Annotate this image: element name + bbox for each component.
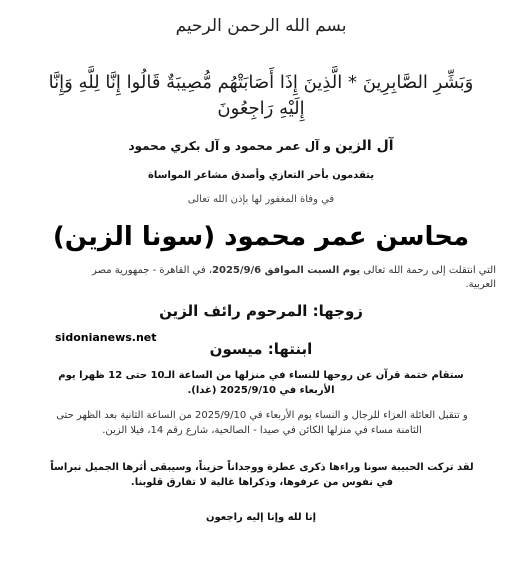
quran-reading-notice: ستقام ختمة قرآن عن روحها للنساء في منزلها من الساعة الـ10 حتى 12 ظهرا يوم الأربعاء في 2025/9/10 (غدا). [58,370,464,396]
death-prefix: التي انتقلت إلى رحمة الله تعالى [360,265,496,276]
condolence-line: يتقدمون بأحر التعازي وأصدق مشاعر المواساة [147,170,374,181]
daughter-line: ابنتها: ميسون [209,340,313,358]
deceased-name: محاسن عمر محمود (سونا الزين) [52,222,470,252]
death-notice [66,264,496,292]
death-place: ، في القاهرة - جمهورية مصر العربية. [92,265,496,290]
watermark: sidonianews.net [55,331,157,344]
basmala: بسم الله الرحمن الرحيم [175,16,347,36]
closing-line: إنا لله وإنا إليه راجعون [205,512,317,523]
farewell-paragraph: لقد تركت الحبيبة سونا وراءها ذكرى عطرة ووجداناً حزيناً، وسيبقى أثرها الجميل نبراساً في نفوس من عرفوها، وذكراها غالية لا تفارق قلوبنا. [50,462,474,488]
husband-line: زوجها: المرحوم رائف الزين [159,302,363,320]
family-other-names: و آل عمر محمود و آل بكري محمود [128,139,336,153]
quran-verse: وَبَشِّرِ الصَّابِرِينَ * الَّذِينَ إِذَا أَصَابَتْهُم مُّصِيبَةٌ قَالُوا إِنَّا لِلَّهِ وَإِنَّا إِلَيْهِ رَاجِعُونَ [48,72,474,119]
mercy-line: في وفاة المغفور لها بإذن الله تعالى [187,194,335,205]
receiving-condolences-notice: و تتقبل العائلة العزاء للرجال و النساء يوم الأربعاء في 2025/9/10 من الساعة الثانية بعد الظهر حتى الثامنة مساء في منزلها الكائن في صيدا - الصالحية، شارع رقم 14، فيلا الزين. [56,410,468,436]
family-lead-name: آل الزين [335,138,394,154]
death-day: يوم السبت الموافق [264,265,361,276]
death-date: 2025/9/6 [212,265,265,276]
families-line [0,138,522,154]
